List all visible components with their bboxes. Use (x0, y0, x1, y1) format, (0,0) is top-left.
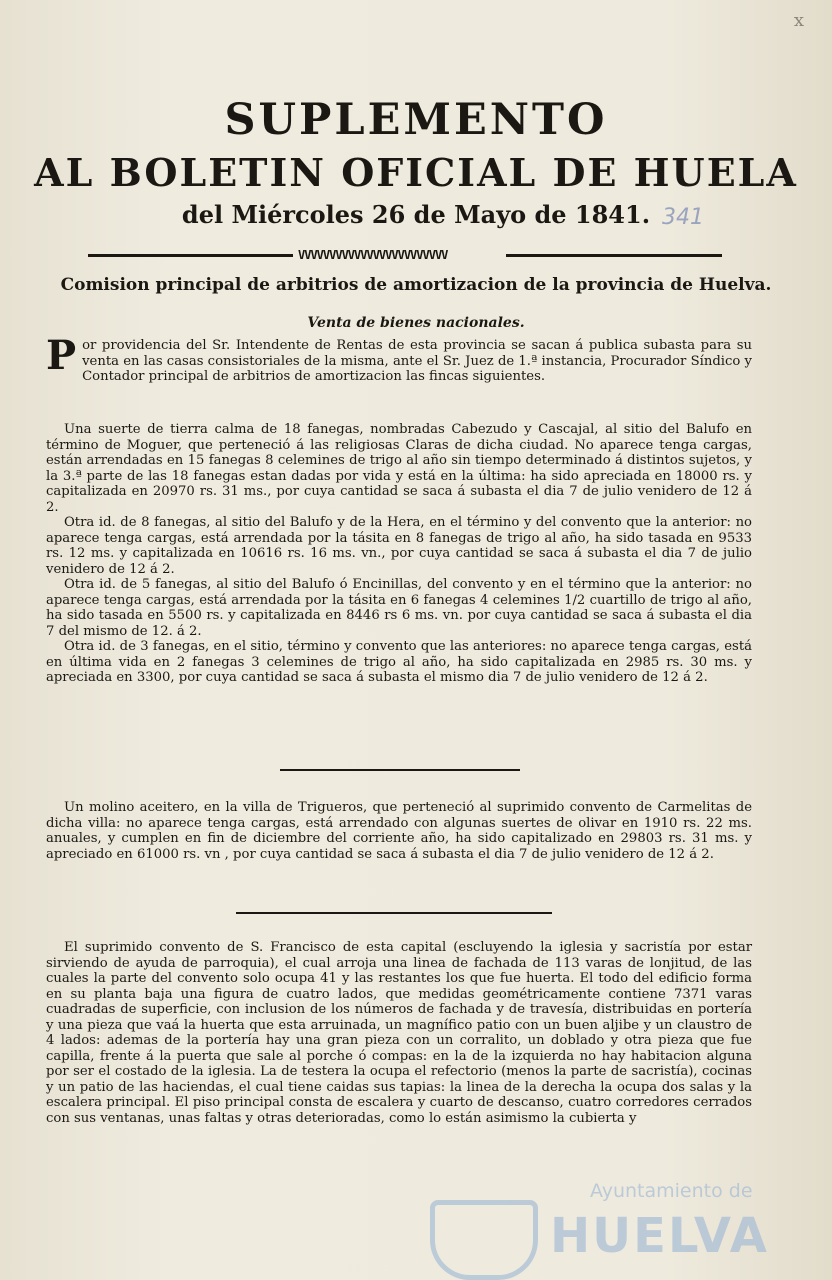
title-date: del Miércoles 26 de Mayo de 1841. (181, 200, 651, 229)
archive-watermark (430, 1180, 790, 1280)
convento-paragraph (46, 940, 752, 1126)
divider-rule (236, 912, 552, 914)
land-item: Otra id. de 3 fanegas, en el sitio, término y convento que las anteriores: no aparece tenga cargas, está en última vida en 2 fanegas 3 celemines de trigo al año, ha sido capitalizada en 2985 rs. 30 ms. y apreciada en 3300, por cuya cantidad se saca á subasta el mismo dia 7 de julio venidero de 12 á 2. (46, 639, 752, 685)
title-suplemento: SUPLEMENTO (224, 95, 608, 145)
archive-logo-icon (430, 1200, 538, 1280)
drop-cap: P (46, 332, 77, 379)
watermark-big-text: HUELVA (550, 1208, 769, 1264)
land-items (46, 422, 752, 686)
ornamental-rule (88, 248, 722, 264)
ornament-line-right (506, 254, 722, 257)
molino-text: Un molino aceitero, en la villa de Trigueros, que perteneció al suprimido convento de Carmelitas de dicha villa: no aparece tenga cargas, está arrendado con algunas suertes de olivar en 1910 rs. 22 ms. anuales, y cumplen en fin de diciembre del corriente año, ha sido capitalizado en 29803 rs. 31 ms. y apreciado en 61000 rs. vn , por cuya cantidad se saca á subasta el dia 7 de julio venidero de 12 á 2. (46, 800, 752, 862)
intro-text: or providencia del Sr. Intendente de Rentas de esta provincia se sacan á publica subasta para su venta en las casas consistoriales de la misma, ante el Sr. Juez de 1.ª instancia, Procurador Síndico y Contador principal de arbitrios de amortizacion las fincas siguientes. (82, 338, 752, 384)
intro-paragraph (46, 332, 752, 385)
corner-mark: x (793, 10, 804, 31)
convento-text: El suprimido convento de S. Francisco de esta capital (escluyendo la iglesia y sacristía por estar sirviendo de ayuda de parroquia), el cual arroja una linea de fachada de 113 varas de lonjitud, de las cuales la parte del convento solo ocupa 41 y las restantes los que fue huerta. El todo del edificio forma en su planta baja una figura de cuatro lados, que medidas geométricamente contiene 7371 varas cuadradas de superficie, con inclusion de los números de fachada y de travesía, distribuidas en portería y una pieza que vaá la huerta que esta arruinada, un magnífico patio con un buen aljibe y un claustro de 4 lados: ademas de la portería hay una gran pieza con un corralito, un doblado y otra pieza que fue capilla, frente á la puerta que sale al porche ó compas: en la de la izquierda no hay habitacion alguna por ser el costado de la iglesia. La de testera la ocupa el refectorio (menos la parte de sacristía), cocinas y un patio de las haciendas, el cual tiene caidas sus tapias: la linea de la derecha la ocupa dos salas y la escalera principal. El piso principal consta de escalera y cuarto de descanso, cuatro corredores cerrados con sus ventanas, unas faltas y otras deterioradas, como lo están asimismo la cubierta y (46, 940, 752, 1126)
watermark-small-text: Ayuntamiento de (590, 1180, 753, 1202)
handwritten-page-number: 341 (662, 205, 704, 230)
section-subtitle: Venta de bienes nacionales. (307, 315, 525, 331)
land-item: Otra id. de 8 fanegas, al sitio del Balufo y de la Hera, en el término y del convento que la anterior: no aparece tenga cargas, está arrendada por la tásita en 8 fanegas de trigo al año, ha sido tasada en 9533 rs. 12 ms. y capitalizada en 10616 rs. 16 ms. vn., por cuya cantidad se saca á subasta el dia 7 de julio venidero de 12 á 2. (46, 515, 752, 577)
land-item: Otra id. de 5 fanegas, al sitio del Balufo ó Encinillas, del convento y en el término que la anterior: no aparece tenga cargas, está arrendada por la tásita en 6 fanegas 4 celemines 1/2 cuartillo de trigo al año, ha sido tasada en 5500 rs. y capitalizada en 8446 rs 6 ms. vn. por cuya cantidad se saca á subasta el dia 7 del mismo de 12. á 2. (46, 577, 752, 639)
land-item: Una suerte de tierra calma de 18 fanegas, nombradas Cabezudo y Cascajal, al sitio del Balufo en término de Moguer, que perteneció á las religiosas Claras de dicha ciudad. No aparece tenga cargas, están arrendadas en 15 fanegas 8 celemines de trigo al año sin tiempo determinado á distintos sujetos, y la 3.ª parte de las 18 fanegas estan dadas por vida y está en la última: ha sido apreciada en 18000 rs. y capitalizada en 20970 rs. 31 ms., por cuya cantidad se saca á subasta el dia 7 de julio venidero de 12 á 2. (46, 422, 752, 515)
molino-paragraph (46, 800, 752, 862)
section-title: Comision principal de arbitrios de amortizacion de la provincia de Huelva. (60, 275, 772, 295)
title-boletin: AL BOLETIN OFICIAL DE HUELA (34, 150, 798, 195)
ornament-wave: VVVVVVVVVVVVVVVVVVVVVVVV (298, 248, 448, 262)
ornament-line-left (88, 254, 293, 257)
divider-rule (280, 769, 520, 771)
